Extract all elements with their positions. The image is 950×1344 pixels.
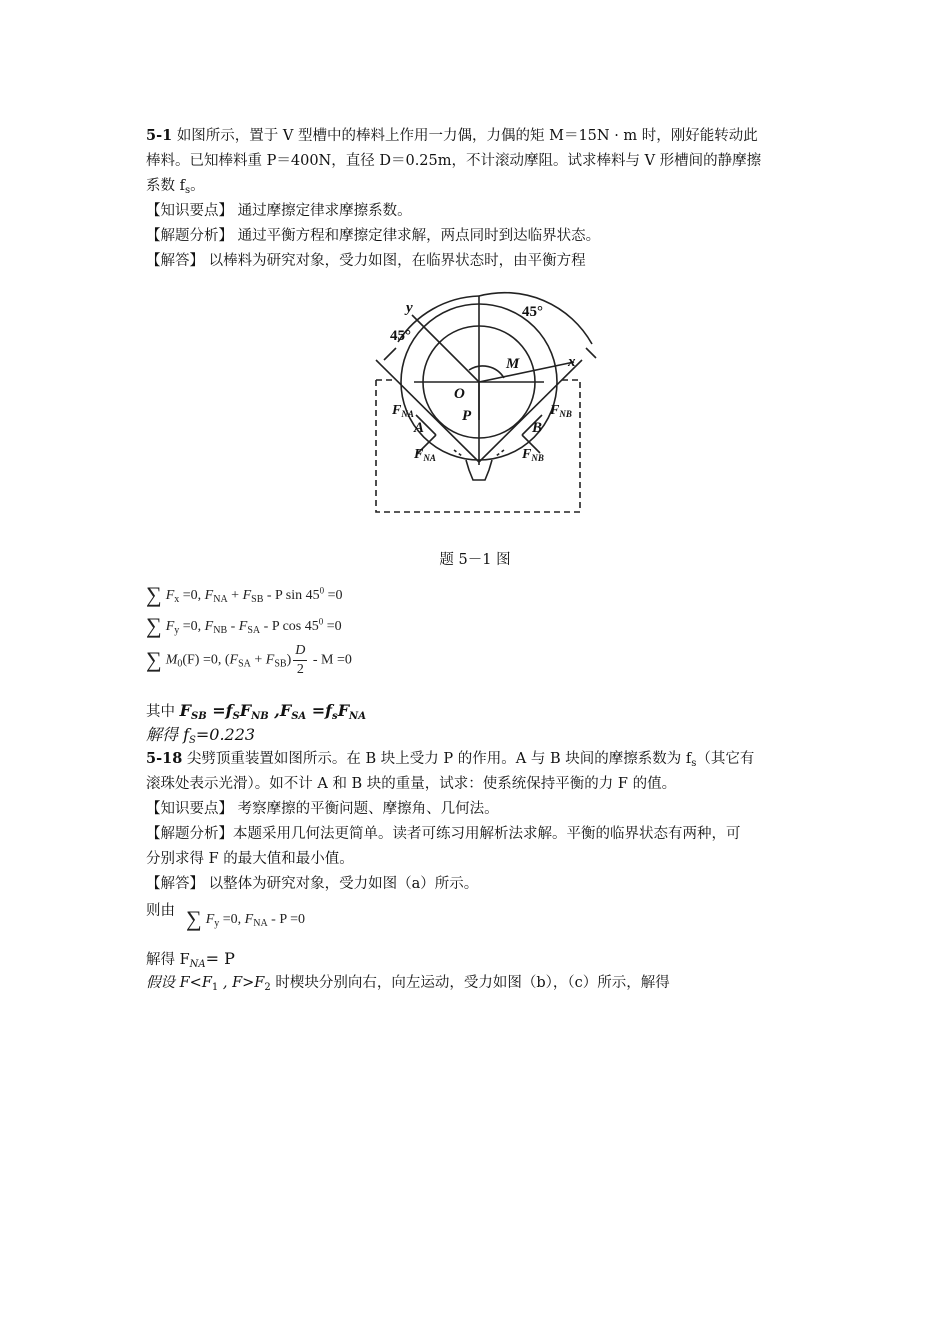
- equation-sum-fy: ∑ $F_y =0$, $F_{NB} - F_{SA}$ - P $\cos 45^0 =0$: [146, 613, 342, 638]
- x-axis: [479, 362, 574, 382]
- label-FNB-bottom: $F_{NB}$: [522, 447, 544, 463]
- v-groove-figure: [354, 290, 604, 518]
- equation-sum-fx: ∑ $F_x =0$, $F_{NA} + F_{SB} - P$ $\sin 45^0 =0$: [146, 582, 343, 607]
- label-angle-left: 45°: [390, 328, 411, 344]
- problem-5-18-line-1: 5-18 尖劈顶重装置如图所示。在 B 块上受力 P 的作用。A 与 B 块间的摩擦系数为 $f_s$（其它有: [146, 750, 755, 769]
- label-FNA-bottom: $F_{NA}$: [414, 447, 436, 463]
- problem-analysis-2: 【解题分析】本题采用几何法更简单。读者可练习用解析法求解。平衡的临界状态有两种，可: [146, 826, 741, 842]
- answer-intro-2: 【解答】 以整体为研究对象，受力如图（a）所示。: [146, 876, 479, 892]
- knowledge-points: 【知识要点】 通过摩擦定律求摩擦系数。: [146, 203, 412, 219]
- then-from: 则由: [146, 903, 175, 919]
- assumption-line: 假设 $F<F_1$ , $F>F_2$ 时楔块分别向右，向左运动，受力如图（b），（c）所示，解得: [146, 975, 670, 993]
- problem-5-18-line-2: 滚珠处表示光滑）。如不计 A 和 B 块的重量，试求：使系统保持平衡的力 F 的值。: [146, 776, 677, 792]
- subscript: s: [184, 185, 191, 196]
- equation-sum-moment: ∑ $M_0(F) =0$, $(F_{SA} + F_{SB})$ $\frac{D}{2}$ - M =0: [146, 643, 352, 677]
- friction-relations: 其中 $F_{SB} =f_SF_{NB}$ $,F_{SA} =f_sF_{NA}$: [146, 701, 366, 722]
- problem-number: 5-18: [146, 750, 183, 767]
- label-angle-right: 45°: [522, 304, 543, 320]
- label-FNB: $F_{NB}$: [550, 403, 572, 419]
- label-P: P: [462, 408, 472, 424]
- label-x: x: [568, 354, 576, 370]
- problem-number: 5-1: [146, 127, 173, 144]
- text: 系数 f: [146, 178, 185, 194]
- text: 。: [190, 178, 205, 194]
- result-fna: 解得 $F_{NA}= P$: [146, 949, 235, 970]
- figure-caption: 题 5－1 图: [439, 552, 511, 568]
- label-B: B: [532, 420, 543, 436]
- problem-5-1-line-3: [146, 175, 205, 202]
- problem-analysis-2-cont: 分别求得 F 的最大值和最小值。: [146, 851, 354, 867]
- equation-sum-fy-2: ∑ $F_y =0$, $F_{NA} - P =0$: [186, 906, 305, 931]
- problem-5-1-line-1: [146, 125, 758, 147]
- label-y: y: [406, 300, 413, 316]
- label-O: O: [454, 386, 465, 402]
- problem-5-1-line-2: 棒料。已知棒料重 P＝400N，直径 D＝0.25m，不计滚动摩阻。试求棒料与 V 形槽间的静摩擦: [146, 153, 762, 169]
- problem-text: 如图所示，置于 V 型槽中的棒料上作用一力偶，力偶的矩 M＝15N · m 时，刚好能转动此: [176, 128, 758, 144]
- problem-analysis: 【解题分析】 通过平衡方程和摩擦定律求解，两点同时到达临界状态。: [146, 228, 601, 244]
- knowledge-points-2: 【知识要点】 考察摩擦的平衡问题、摩擦角、几何法。: [146, 801, 499, 817]
- label-M: M: [506, 356, 520, 372]
- y-axis: [412, 315, 479, 382]
- answer-intro: 【解答】 以棒料为研究对象，受力如图，在临界状态时，由平衡方程: [146, 253, 586, 269]
- result-fs: 解得 $f_S=0.223$: [146, 725, 256, 746]
- dashed-boundary: [376, 380, 580, 512]
- label-A: A: [414, 420, 425, 436]
- label-FNA: $F_{NA}$: [392, 403, 414, 419]
